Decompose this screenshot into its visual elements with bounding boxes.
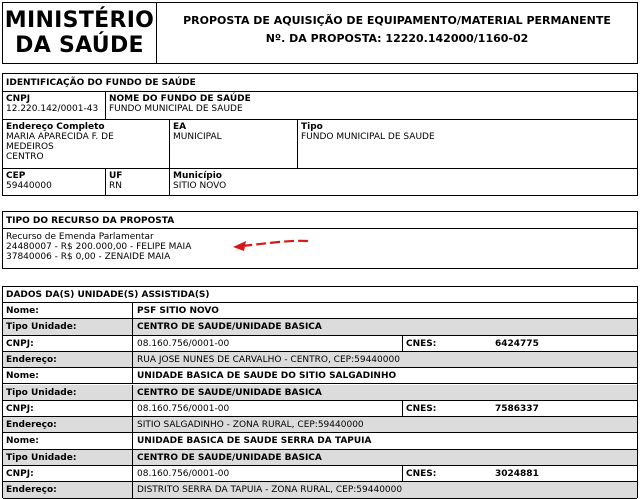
fund-section-title: IDENTIFICAÇÃO DO FUNDO DE SAÚDE — [6, 78, 196, 88]
unit-tipo-label: Tipo Unidade: — [6, 322, 77, 333]
unit-cnpj-label: CNPJ: — [6, 338, 34, 349]
unit-row-endereco — [3, 482, 637, 498]
type-value: FUNDO MUNICIPAL DE SAUDE — [301, 132, 435, 142]
divider — [132, 401, 133, 417]
unit-nome-label: Nome: — [6, 436, 39, 447]
divider — [132, 319, 133, 335]
unit-nome-value: PSF SITIO NOVO — [137, 306, 219, 316]
ministry-line-1: MINISTÉRIO — [4, 8, 155, 33]
unit-nome-value: UNIDADE BASICA DE SAUDE DO SITIO SALGADINHO — [137, 371, 397, 382]
ea-value: MUNICIPAL — [173, 132, 222, 142]
cep-value: 59440000 — [6, 181, 52, 191]
municipio-label: Município — [173, 171, 222, 181]
proposal-number: Nº. DA PROPOSTA: 12220.142000/1160-02 — [265, 32, 529, 45]
unit-row-tipo — [3, 385, 637, 401]
resource-line-3: 37840006 - R$ 0,00 - ZENAIDE MAIA — [6, 252, 171, 262]
divider — [132, 417, 133, 433]
divider — [402, 466, 403, 482]
unit-row-endereco — [3, 352, 637, 368]
divider — [132, 466, 133, 482]
unit-row-cnpj — [3, 336, 637, 352]
fund-section — [2, 73, 638, 196]
cnpj-value: 12.220.142/0001-43 — [6, 104, 99, 114]
address-line-2: MEDEIROS — [6, 142, 54, 152]
units-section — [2, 286, 638, 498]
unit-endereco-value: SITIO SALGADINHO - ZONA RURAL, CEP:59440000 — [137, 420, 364, 431]
unit-row-nome — [3, 368, 637, 384]
unit-row-cnpj — [3, 466, 637, 482]
unit-row-tipo — [3, 319, 637, 335]
unit-row-endereco — [3, 417, 637, 433]
address-line-1: MARIA APARECIDA F. DE — [6, 132, 114, 142]
divider — [132, 482, 133, 498]
unit-cnpj-value: 08.160.756/0001-00 — [137, 403, 230, 414]
type-label: Tipo — [301, 122, 323, 132]
divider — [169, 119, 170, 195]
unit-tipo-label: Tipo Unidade: — [6, 452, 77, 463]
ministry-line-2: DA SAÚDE — [15, 33, 144, 58]
divider — [3, 91, 637, 92]
unit-endereco-label: Endereço: — [6, 420, 57, 431]
unit-tipo-value: CENTRO DE SAUDE/UNIDADE BASICA — [137, 322, 322, 333]
fund-name-label: NOME DO FUNDO DE SAÚDE — [109, 94, 251, 104]
uf-label: UF — [109, 171, 123, 181]
divider — [3, 228, 637, 229]
unit-row-cnpj — [3, 401, 637, 417]
unit-row-nome — [3, 433, 637, 449]
red-arrow-icon — [230, 234, 312, 254]
divider — [3, 168, 637, 169]
divider — [402, 336, 403, 352]
unit-endereco-label: Endereço: — [6, 485, 57, 496]
unit-cnes-value: 7586337 — [495, 403, 539, 414]
resource-line-1: Recurso de Emenda Parlamentar — [6, 232, 154, 242]
unit-row-tipo — [3, 450, 637, 466]
uf-value: RN — [109, 181, 122, 191]
unit-endereco-value: DISTRITO SERRA DA TAPUIA - ZONA RURAL, CEP:59440000 — [137, 485, 403, 496]
divider — [132, 433, 133, 449]
divider — [3, 119, 637, 120]
divider — [132, 352, 133, 368]
municipio-value: SITIO NOVO — [173, 181, 227, 191]
unit-row-nome — [3, 303, 637, 319]
unit-endereco-value: RUA JOSE NUNES DE CARVALHO - CENTRO, CEP:59440000 — [137, 354, 400, 365]
divider — [132, 336, 133, 352]
unit-cnes-value: 3024881 — [495, 469, 539, 479]
resource-line-2: 24480007 - R$ 200.000,00 - FELIPE MAIA — [6, 242, 192, 252]
divider — [132, 385, 133, 401]
divider — [3, 498, 637, 499]
divider — [105, 168, 106, 195]
unit-nome-value: UNIDADE BASICA DE SAUDE SERRA DA TAPUIA — [137, 436, 372, 447]
unit-cnes-label: CNES: — [406, 338, 437, 349]
address-label: Endereço Completo — [6, 122, 105, 132]
unit-cnes-label: CNES: — [406, 403, 437, 414]
unit-tipo-label: Tipo Unidade: — [6, 387, 77, 398]
unit-cnpj-label: CNPJ: — [6, 403, 34, 414]
divider — [132, 450, 133, 466]
unit-endereco-label: Endereço: — [6, 354, 57, 365]
unit-tipo-value: CENTRO DE SAUDE/UNIDADE BASICA — [137, 452, 322, 463]
divider — [132, 368, 133, 384]
proposal-title: PROPOSTA DE AQUISIÇÃO DE EQUIPAMENTO/MATERIAL PERMANENTE — [183, 14, 611, 27]
divider — [105, 91, 106, 119]
divider — [402, 401, 403, 417]
divider — [297, 119, 298, 168]
fund-name-value: FUNDO MUNICIPAL DE SAUDE — [109, 104, 243, 114]
address-line-3: CENTRO — [6, 152, 44, 162]
units-section-title: DADOS DA(S) UNIDADE(S) ASSISTIDA(S) — [6, 290, 210, 300]
unit-cnes-value: 6424775 — [495, 338, 539, 349]
divider — [132, 303, 133, 319]
resource-section-title: TIPO DO RECURSO DA PROPOSTA — [6, 216, 175, 226]
cep-label: CEP — [6, 171, 26, 181]
ministry-logo-box — [2, 2, 157, 64]
unit-cnpj-value: 08.160.756/0001-00 — [137, 338, 230, 349]
unit-nome-label: Nome: — [6, 306, 39, 316]
cnpj-label: CNPJ — [6, 94, 31, 104]
unit-tipo-value: CENTRO DE SAUDE/UNIDADE BASICA — [137, 387, 322, 398]
ea-label: EA — [173, 122, 187, 132]
resource-section — [2, 211, 638, 269]
unit-nome-label: Nome: — [6, 371, 39, 382]
proposal-header-box — [156, 2, 638, 64]
unit-cnpj-label: CNPJ: — [6, 469, 34, 479]
unit-cnes-label: CNES: — [406, 469, 437, 479]
unit-cnpj-value: 08.160.756/0001-00 — [137, 469, 230, 479]
